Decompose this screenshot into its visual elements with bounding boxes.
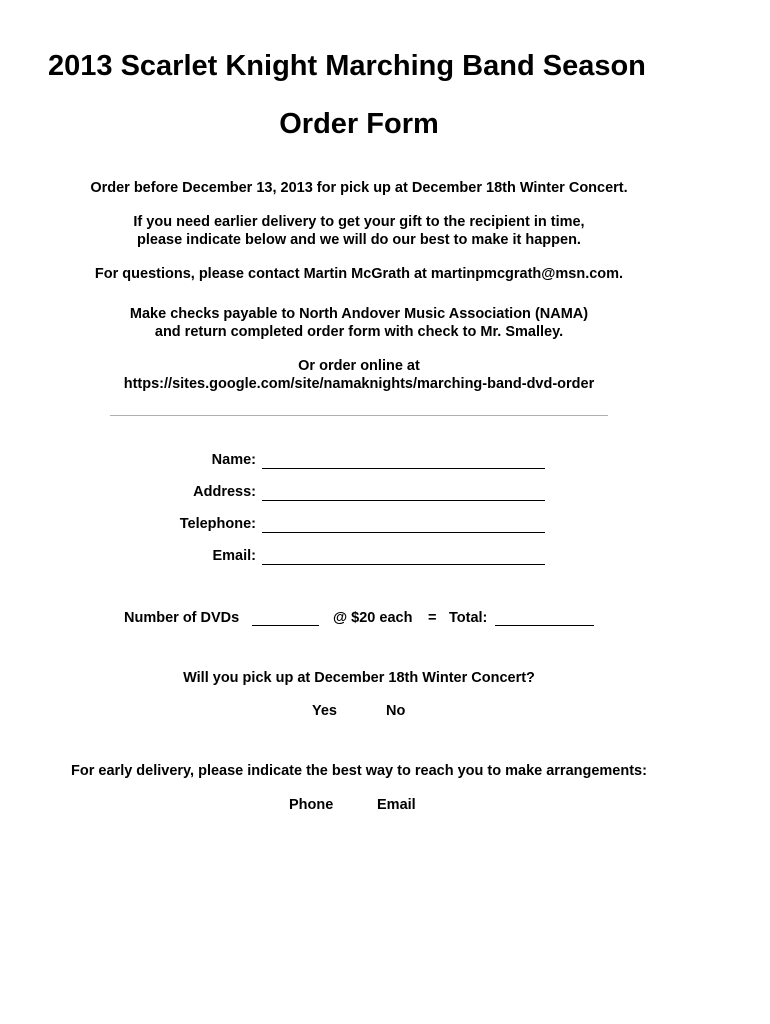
email-row xyxy=(0,548,770,568)
address-field[interactable] xyxy=(262,484,545,500)
contact-phone-option[interactable]: Phone xyxy=(289,797,334,813)
deadline-text: Order before December 13, 2013 for pick up at December 18th Winter Concert. xyxy=(90,180,628,196)
early-delivery-line-2: please indicate below and we will do our best to make it happen. xyxy=(137,232,581,248)
early-delivery-line-1: If you need earlier delivery to get your gift to the recipient in time, xyxy=(133,214,585,230)
telephone-underline xyxy=(262,532,545,533)
contact-email-option[interactable]: Email xyxy=(377,797,416,813)
email-label: Email: xyxy=(212,548,256,564)
dvd-count-label: Number of DVDs xyxy=(124,610,240,626)
name-row xyxy=(0,452,770,472)
online-order-text xyxy=(0,357,718,393)
name-label: Name: xyxy=(211,452,256,468)
email-field[interactable] xyxy=(262,548,545,564)
online-order-url[interactable]: https://sites.google.com/site/namaknights/marching-band-dvd-order xyxy=(123,376,595,392)
name-field[interactable] xyxy=(262,452,545,468)
pickup-no-option[interactable]: No xyxy=(386,703,406,719)
section-divider xyxy=(110,415,608,416)
address-row xyxy=(0,484,770,504)
email-underline xyxy=(262,564,545,565)
equals-sign: = xyxy=(428,610,437,626)
checks-text xyxy=(0,305,718,341)
checks-line-2: and return completed order form with check to Mr. Smalley. xyxy=(154,324,564,340)
telephone-row xyxy=(0,516,770,536)
total-field[interactable] xyxy=(495,610,594,626)
early-delivery-question: For early delivery, please indicate the best way to reach you to make arrangements: xyxy=(71,763,647,779)
address-label: Address: xyxy=(193,484,256,500)
online-order-line-1: Or order online at xyxy=(298,358,420,374)
price-text: @ $20 each xyxy=(333,610,413,626)
form-title: 2013 Scarlet Knight Marching Band Season xyxy=(48,50,646,82)
address-underline xyxy=(262,500,545,501)
checks-line-1: Make checks payable to North Andover Music Association (NAMA) xyxy=(129,306,589,322)
pickup-yes-option[interactable]: Yes xyxy=(312,703,337,719)
telephone-field[interactable] xyxy=(262,516,545,532)
dvd-order-row xyxy=(0,610,770,630)
contact-text: For questions, please contact Martin McGrath at martinpmcgrath@msn.com. xyxy=(94,266,624,282)
total-label: Total: xyxy=(449,610,488,626)
early-delivery-text xyxy=(0,213,718,249)
form-subtitle: Order Form xyxy=(279,108,439,140)
name-underline xyxy=(262,468,545,469)
dvd-count-field[interactable] xyxy=(252,610,319,626)
telephone-label: Telephone: xyxy=(179,516,256,532)
pickup-question: Will you pick up at December 18th Winter Concert? xyxy=(183,670,535,686)
